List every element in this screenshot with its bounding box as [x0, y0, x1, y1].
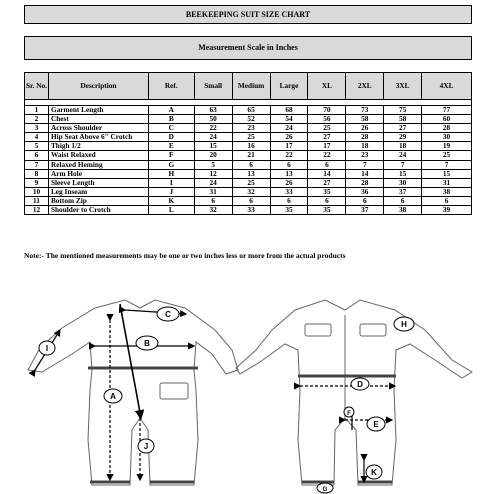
table-cell: L [148, 206, 194, 215]
table-cell: 7 [384, 160, 422, 169]
table-cell: 50 [194, 115, 232, 124]
table-cell: 6 [270, 196, 308, 205]
label-j [138, 439, 154, 453]
table-cell: 38 [422, 187, 472, 196]
table-cell: 28 [346, 178, 384, 187]
svg-text:H: H [401, 320, 407, 329]
table-row [25, 151, 472, 160]
table-cell: 14 [308, 169, 346, 178]
table-cell: 15 [194, 142, 232, 151]
table-cell: 25 [422, 151, 472, 160]
table-body [25, 100, 472, 215]
table-cell: 58 [346, 115, 384, 124]
header-2xl: 2XL [346, 73, 384, 100]
table-cell: 17 [308, 142, 346, 151]
table-cell: 36 [346, 187, 384, 196]
table-cell: 33 [270, 187, 308, 196]
table-cell: 6 [384, 196, 422, 205]
label-d [351, 378, 369, 390]
table-cell: 24 [384, 151, 422, 160]
header-xl: XL [308, 73, 346, 100]
cell-description: Thigh 1/2 [48, 142, 148, 151]
table-cell: 4 [25, 133, 49, 142]
table-cell: 14 [346, 169, 384, 178]
label-b [136, 336, 158, 350]
table-cell: 73 [346, 106, 384, 115]
label-h [394, 317, 414, 331]
table-cell: F [148, 151, 194, 160]
table-cell: C [148, 124, 194, 133]
table-cell: 39 [422, 206, 472, 215]
table-row [25, 187, 472, 196]
table-cell: 28 [422, 124, 472, 133]
table-cell: 32 [194, 206, 232, 215]
cell-description: Bottom Zip [48, 196, 148, 205]
table-cell: 2 [25, 115, 49, 124]
svg-text:G: G [322, 487, 328, 493]
table-cell: 6 [194, 196, 232, 205]
header-3xl: 3XL [384, 73, 422, 100]
cell-description: Leg Inseam [48, 187, 148, 196]
table-row [25, 160, 472, 169]
tolerance-note: Note:- The mentioned measurements may be one or two inches less or more from the actual products [24, 251, 346, 260]
table-cell: 24 [194, 178, 232, 187]
table-cell: 6 [346, 196, 384, 205]
table-cell: 63 [194, 106, 232, 115]
cell-description: Waist Relaxed [48, 151, 148, 160]
table-row [25, 206, 472, 215]
table-cell: 25 [308, 124, 346, 133]
back-suit-outline [236, 300, 472, 485]
label-i [39, 341, 55, 355]
svg-text:K: K [371, 468, 377, 477]
table-cell: 25 [232, 133, 270, 142]
cell-description: Relaxed Heming [48, 160, 148, 169]
table-cell: 22 [308, 151, 346, 160]
svg-text:J: J [143, 442, 149, 451]
table-cell: 6 [25, 151, 49, 160]
svg-text:C: C [165, 310, 171, 319]
table-cell: 11 [25, 196, 49, 205]
table-cell: 54 [270, 115, 308, 124]
header-sr-no: Sr. No. [25, 73, 49, 100]
header-medium: Medium [232, 73, 270, 100]
svg-text:B: B [144, 339, 150, 348]
table-cell: 38 [384, 206, 422, 215]
cell-description: Hip Seat Above 6" Crotch [48, 133, 148, 142]
size-table [24, 72, 472, 215]
table-cell: 1 [25, 106, 49, 115]
chart-title: BEEKEEPING SUIT SIZE CHART [24, 5, 472, 24]
svg-text:I: I [45, 344, 49, 353]
cell-description: Sleeve Length [48, 178, 148, 187]
table-cell: 24 [194, 133, 232, 142]
table-row [25, 178, 472, 187]
table-cell: 22 [270, 151, 308, 160]
table-cell: 6 [308, 160, 346, 169]
table-cell: 16 [232, 142, 270, 151]
table-cell: 77 [422, 106, 472, 115]
svg-text:E: E [373, 420, 379, 429]
table-cell: 28 [346, 133, 384, 142]
table-cell: J [148, 187, 194, 196]
label-e [367, 417, 385, 431]
table-cell: 18 [346, 142, 384, 151]
cell-description: Arm Hole [48, 169, 148, 178]
table-cell: 65 [232, 106, 270, 115]
table-cell: 31 [194, 187, 232, 196]
header-large: Large [270, 73, 308, 100]
table-cell: H [148, 169, 194, 178]
table-cell: 35 [308, 206, 346, 215]
table-cell: 27 [308, 178, 346, 187]
table-cell: 31 [422, 178, 472, 187]
table-cell: 23 [232, 124, 270, 133]
table-cell: 6 [270, 160, 308, 169]
svg-text:A: A [110, 392, 116, 401]
table-cell: E [148, 142, 194, 151]
table-cell: 5 [194, 160, 232, 169]
table-cell: 30 [384, 178, 422, 187]
table-cell: 8 [25, 169, 49, 178]
header-description: Description [48, 73, 148, 100]
table-cell: 6 [232, 160, 270, 169]
table-cell: 56 [308, 115, 346, 124]
header-small: Small [194, 73, 232, 100]
table-cell: 75 [384, 106, 422, 115]
table-cell: 22 [194, 124, 232, 133]
table-cell: 15 [422, 169, 472, 178]
label-c [157, 307, 179, 321]
table-cell: 6 [422, 196, 472, 205]
table-cell: 26 [270, 178, 308, 187]
cell-description: Across Shoulder [48, 124, 148, 133]
table-cell: G [148, 160, 194, 169]
table-cell: 29 [384, 133, 422, 142]
front-suit-outline [28, 300, 238, 485]
table-cell: 58 [384, 115, 422, 124]
label-f [344, 407, 354, 417]
table-cell: 21 [232, 151, 270, 160]
header-ref: Ref. [148, 73, 194, 100]
table-row [25, 169, 472, 178]
table-cell: B [148, 115, 194, 124]
table-cell: 19 [422, 142, 472, 151]
table-cell: 15 [384, 169, 422, 178]
table-cell: 23 [346, 151, 384, 160]
table-cell: 37 [346, 206, 384, 215]
table-cell: I [148, 178, 194, 187]
cell-description: Garment Length [48, 106, 148, 115]
table-cell: 70 [308, 106, 346, 115]
table-header-row [25, 73, 472, 100]
table-cell: 13 [270, 169, 308, 178]
table-cell: 35 [270, 206, 308, 215]
table-cell: 20 [194, 151, 232, 160]
header-4xl: 4XL [422, 73, 472, 100]
table-cell: 18 [384, 142, 422, 151]
table-cell: 12 [194, 169, 232, 178]
table-cell: 30 [422, 133, 472, 142]
table-cell: 33 [232, 206, 270, 215]
table-cell: 17 [270, 142, 308, 151]
table-cell: 35 [308, 187, 346, 196]
table-cell: 27 [308, 133, 346, 142]
table-cell: 6 [308, 196, 346, 205]
label-k [366, 465, 382, 479]
label-g [317, 483, 333, 493]
table-cell: 12 [25, 206, 49, 215]
cell-description: Shoulder to Crotch [48, 206, 148, 215]
svg-text:F: F [347, 411, 351, 417]
label-a [104, 389, 122, 403]
table-cell: 5 [25, 142, 49, 151]
table-cell: 7 [25, 160, 49, 169]
table-cell: 7 [346, 160, 384, 169]
table-cell: A [148, 106, 194, 115]
table-cell: 24 [270, 124, 308, 133]
cell-description: Chest [48, 115, 148, 124]
table-cell: 13 [232, 169, 270, 178]
table-cell: 7 [422, 160, 472, 169]
suit-diagram [0, 290, 500, 494]
table-cell: 10 [25, 187, 49, 196]
table-cell: 52 [232, 115, 270, 124]
table-cell: D [148, 133, 194, 142]
table-cell: 3 [25, 124, 49, 133]
table-cell: 60 [422, 115, 472, 124]
table-cell: 25 [232, 178, 270, 187]
table-cell: 26 [346, 124, 384, 133]
svg-text:D: D [357, 380, 363, 389]
table-cell: 32 [232, 187, 270, 196]
table-cell: K [148, 196, 194, 205]
table-cell: 9 [25, 178, 49, 187]
table-cell: 68 [270, 106, 308, 115]
table-cell: 27 [384, 124, 422, 133]
table-cell: 37 [384, 187, 422, 196]
scale-subtitle: Measurement Scale in Inches [24, 36, 472, 60]
table-cell: 6 [232, 196, 270, 205]
table-cell: 26 [270, 133, 308, 142]
